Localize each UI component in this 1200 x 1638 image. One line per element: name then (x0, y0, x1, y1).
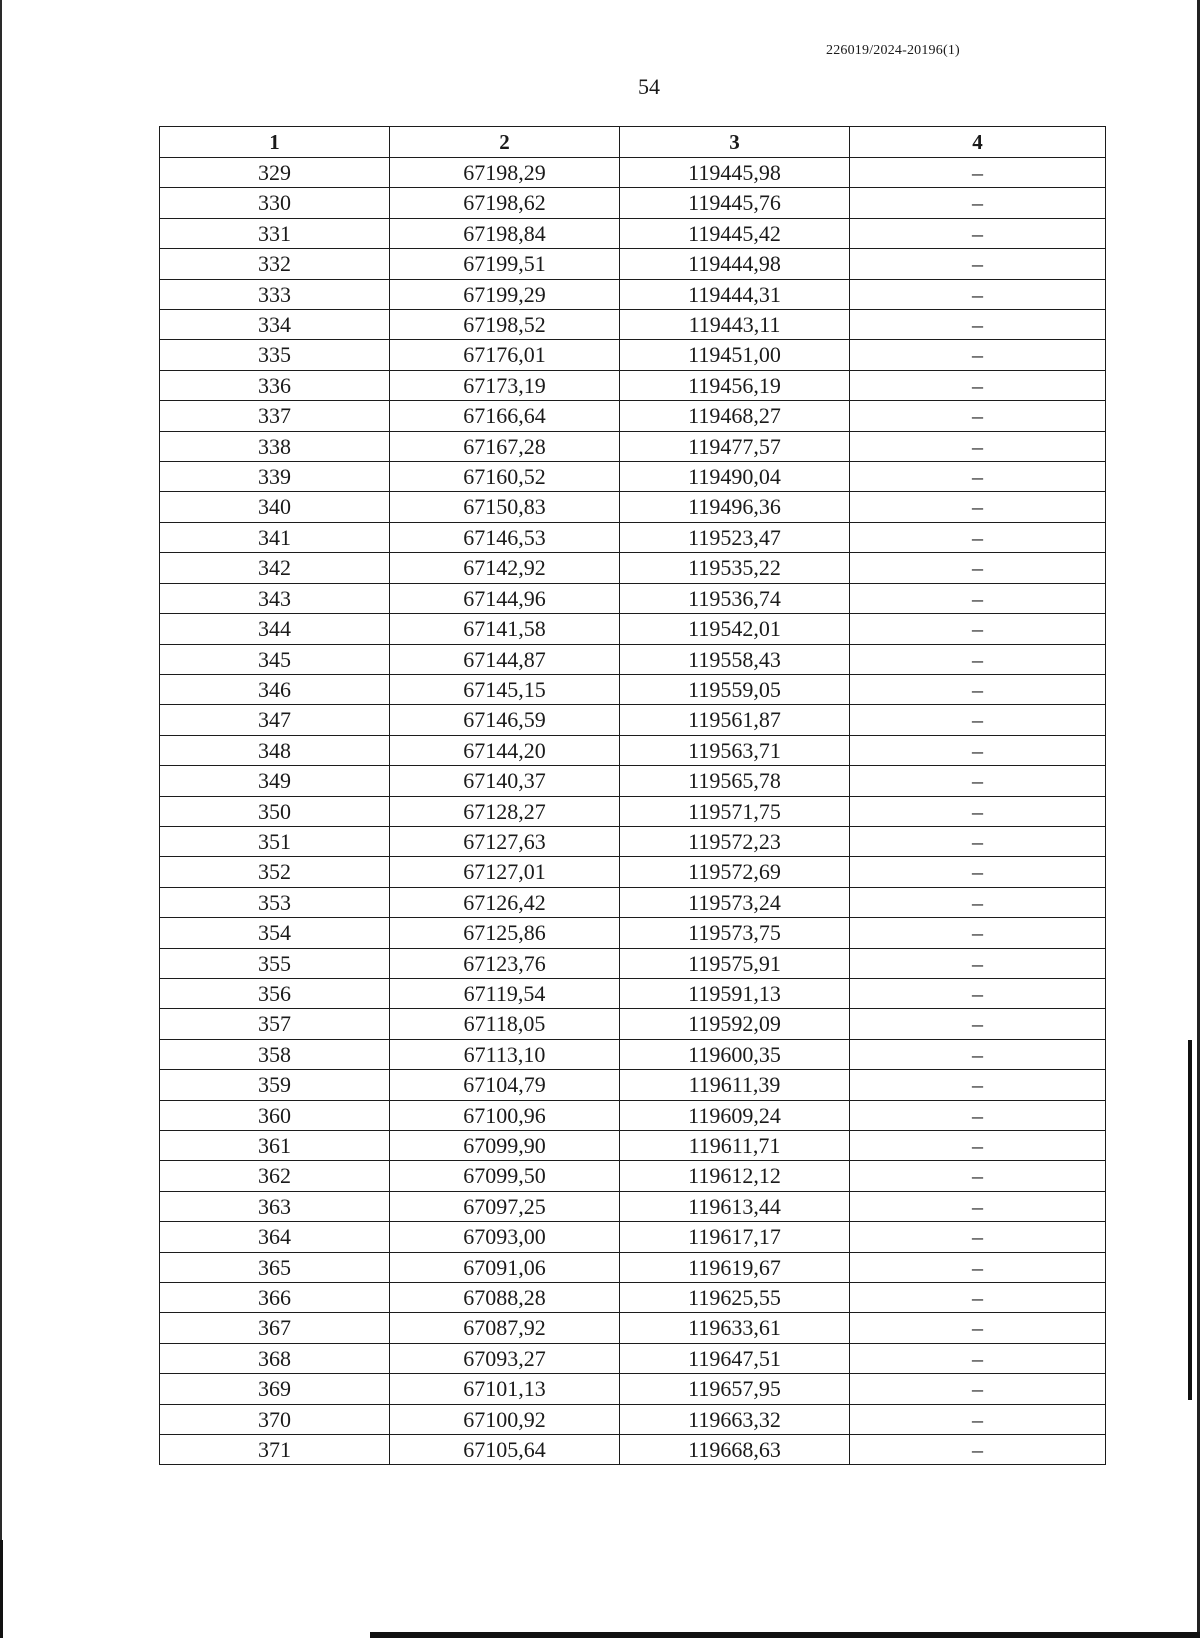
table-body (160, 158, 1106, 1465)
note-cell: – (850, 1313, 1106, 1343)
y-coordinate-cell: 119591,13 (620, 978, 850, 1008)
table-row (160, 340, 1106, 370)
table-row (160, 826, 1106, 856)
y-coordinate-cell: 119572,69 (620, 857, 850, 887)
note-cell: – (850, 188, 1106, 218)
y-coordinate-cell: 119443,11 (620, 310, 850, 340)
table-row (160, 1404, 1106, 1434)
table-row (160, 674, 1106, 704)
x-coordinate-cell: 67113,10 (390, 1039, 620, 1069)
column-header-4: 4 (850, 127, 1106, 158)
point-number-cell: 343 (160, 583, 390, 613)
y-coordinate-cell: 119451,00 (620, 340, 850, 370)
note-cell: – (850, 158, 1106, 188)
table-row (160, 1313, 1106, 1343)
y-coordinate-cell: 119571,75 (620, 796, 850, 826)
table-row (160, 1039, 1106, 1069)
point-number-cell: 362 (160, 1161, 390, 1191)
x-coordinate-cell: 67128,27 (390, 796, 620, 826)
point-number-cell: 365 (160, 1252, 390, 1282)
y-coordinate-cell: 119559,05 (620, 674, 850, 704)
table-row (160, 1374, 1106, 1404)
x-coordinate-cell: 67099,50 (390, 1161, 620, 1191)
point-number-cell: 346 (160, 674, 390, 704)
note-cell: – (850, 705, 1106, 735)
table-row (160, 492, 1106, 522)
point-number-cell: 367 (160, 1313, 390, 1343)
x-coordinate-cell: 67198,29 (390, 158, 620, 188)
point-number-cell: 353 (160, 887, 390, 917)
note-cell: – (850, 1039, 1106, 1069)
column-header-1: 1 (160, 127, 390, 158)
note-cell: – (850, 857, 1106, 887)
table-row (160, 158, 1106, 188)
y-coordinate-cell: 119617,17 (620, 1222, 850, 1252)
table-row (160, 705, 1106, 735)
x-coordinate-cell: 67144,20 (390, 735, 620, 765)
table-row (160, 401, 1106, 431)
y-coordinate-cell: 119558,43 (620, 644, 850, 674)
note-cell: – (850, 492, 1106, 522)
x-coordinate-cell: 67123,76 (390, 948, 620, 978)
table-row (160, 462, 1106, 492)
y-coordinate-cell: 119444,98 (620, 249, 850, 279)
point-number-cell: 342 (160, 553, 390, 583)
note-cell: – (850, 279, 1106, 309)
y-coordinate-cell: 119477,57 (620, 431, 850, 461)
y-coordinate-cell: 119609,24 (620, 1100, 850, 1130)
table-row (160, 614, 1106, 644)
point-number-cell: 339 (160, 462, 390, 492)
y-coordinate-cell: 119657,95 (620, 1374, 850, 1404)
x-coordinate-cell: 67104,79 (390, 1070, 620, 1100)
table-row (160, 857, 1106, 887)
x-coordinate-cell: 67140,37 (390, 766, 620, 796)
table-row (160, 370, 1106, 400)
y-coordinate-cell: 119445,98 (620, 158, 850, 188)
point-number-cell: 356 (160, 978, 390, 1008)
column-header-3: 3 (620, 127, 850, 158)
point-number-cell: 361 (160, 1131, 390, 1161)
table-row (160, 1222, 1106, 1252)
note-cell: – (850, 887, 1106, 917)
point-number-cell: 341 (160, 522, 390, 552)
point-number-cell: 369 (160, 1374, 390, 1404)
y-coordinate-cell: 119600,35 (620, 1039, 850, 1069)
note-cell: – (850, 766, 1106, 796)
x-coordinate-cell: 67100,96 (390, 1100, 620, 1130)
point-number-cell: 332 (160, 249, 390, 279)
note-cell: – (850, 644, 1106, 674)
y-coordinate-cell: 119613,44 (620, 1191, 850, 1221)
note-cell: – (850, 1131, 1106, 1161)
point-number-cell: 330 (160, 188, 390, 218)
x-coordinate-cell: 67142,92 (390, 553, 620, 583)
y-coordinate-cell: 119625,55 (620, 1283, 850, 1313)
table-row (160, 1131, 1106, 1161)
table-row (160, 218, 1106, 248)
table-row (160, 1252, 1106, 1282)
point-number-cell: 363 (160, 1191, 390, 1221)
x-coordinate-cell: 67118,05 (390, 1009, 620, 1039)
x-coordinate-cell: 67127,01 (390, 857, 620, 887)
y-coordinate-cell: 119592,09 (620, 1009, 850, 1039)
y-coordinate-cell: 119565,78 (620, 766, 850, 796)
point-number-cell: 340 (160, 492, 390, 522)
y-coordinate-cell: 119536,74 (620, 583, 850, 613)
table-row (160, 279, 1106, 309)
x-coordinate-cell: 67119,54 (390, 978, 620, 1008)
point-number-cell: 350 (160, 796, 390, 826)
x-coordinate-cell: 67146,53 (390, 522, 620, 552)
y-coordinate-cell: 119612,12 (620, 1161, 850, 1191)
x-coordinate-cell: 67101,13 (390, 1374, 620, 1404)
note-cell: – (850, 1343, 1106, 1373)
y-coordinate-cell: 119611,39 (620, 1070, 850, 1100)
point-number-cell: 331 (160, 218, 390, 248)
table-row (160, 735, 1106, 765)
point-number-cell: 371 (160, 1435, 390, 1465)
y-coordinate-cell: 119468,27 (620, 401, 850, 431)
scan-edge-bottom (370, 1632, 1200, 1638)
note-cell: – (850, 1100, 1106, 1130)
point-number-cell: 357 (160, 1009, 390, 1039)
x-coordinate-cell: 67099,90 (390, 1131, 620, 1161)
y-coordinate-cell: 119542,01 (620, 614, 850, 644)
note-cell: – (850, 614, 1106, 644)
y-coordinate-cell: 119561,87 (620, 705, 850, 735)
y-coordinate-cell: 119572,23 (620, 826, 850, 856)
table-row (160, 796, 1106, 826)
note-cell: – (850, 1161, 1106, 1191)
note-cell: – (850, 948, 1106, 978)
table-row (160, 522, 1106, 552)
x-coordinate-cell: 67144,96 (390, 583, 620, 613)
y-coordinate-cell: 119490,04 (620, 462, 850, 492)
note-cell: – (850, 401, 1106, 431)
table-row (160, 1191, 1106, 1221)
point-number-cell: 336 (160, 370, 390, 400)
point-number-cell: 329 (160, 158, 390, 188)
table-row (160, 310, 1106, 340)
y-coordinate-cell: 119573,75 (620, 918, 850, 948)
point-number-cell: 368 (160, 1343, 390, 1373)
y-coordinate-cell: 119647,51 (620, 1343, 850, 1373)
y-coordinate-cell: 119633,61 (620, 1313, 850, 1343)
point-number-cell: 364 (160, 1222, 390, 1252)
note-cell: – (850, 735, 1106, 765)
y-coordinate-cell: 119496,36 (620, 492, 850, 522)
note-cell: – (850, 978, 1106, 1008)
note-cell: – (850, 674, 1106, 704)
note-cell: – (850, 249, 1106, 279)
point-number-cell: 337 (160, 401, 390, 431)
x-coordinate-cell: 67141,58 (390, 614, 620, 644)
table-row (160, 1009, 1106, 1039)
point-number-cell: 359 (160, 1070, 390, 1100)
note-cell: – (850, 1283, 1106, 1313)
x-coordinate-cell: 67144,87 (390, 644, 620, 674)
table-row (160, 918, 1106, 948)
table-row (160, 249, 1106, 279)
point-number-cell: 333 (160, 279, 390, 309)
y-coordinate-cell: 119575,91 (620, 948, 850, 978)
x-coordinate-cell: 67199,29 (390, 279, 620, 309)
x-coordinate-cell: 67198,52 (390, 310, 620, 340)
point-number-cell: 360 (160, 1100, 390, 1130)
x-coordinate-cell: 67198,62 (390, 188, 620, 218)
note-cell: – (850, 796, 1106, 826)
point-number-cell: 338 (160, 431, 390, 461)
point-number-cell: 349 (160, 766, 390, 796)
table-row (160, 1161, 1106, 1191)
note-cell: – (850, 462, 1106, 492)
x-coordinate-cell: 67167,28 (390, 431, 620, 461)
table-row (160, 887, 1106, 917)
note-cell: – (850, 370, 1106, 400)
x-coordinate-cell: 67150,83 (390, 492, 620, 522)
table-row (160, 1283, 1106, 1313)
x-coordinate-cell: 67100,92 (390, 1404, 620, 1434)
y-coordinate-cell: 119663,32 (620, 1404, 850, 1434)
y-coordinate-cell: 119668,63 (620, 1435, 850, 1465)
table-row (160, 1343, 1106, 1373)
table-row (160, 1070, 1106, 1100)
point-number-cell: 370 (160, 1404, 390, 1434)
note-cell: – (850, 826, 1106, 856)
note-cell: – (850, 340, 1106, 370)
y-coordinate-cell: 119445,42 (620, 218, 850, 248)
x-coordinate-cell: 67093,27 (390, 1343, 620, 1373)
note-cell: – (850, 1191, 1106, 1221)
x-coordinate-cell: 67125,86 (390, 918, 620, 948)
x-coordinate-cell: 67105,64 (390, 1435, 620, 1465)
point-number-cell: 344 (160, 614, 390, 644)
scan-edge-left-mark (0, 1540, 3, 1638)
note-cell: – (850, 918, 1106, 948)
point-number-cell: 334 (160, 310, 390, 340)
x-coordinate-cell: 67166,64 (390, 401, 620, 431)
point-number-cell: 348 (160, 735, 390, 765)
y-coordinate-cell: 119619,67 (620, 1252, 850, 1282)
note-cell: – (850, 583, 1106, 613)
x-coordinate-cell: 67087,92 (390, 1313, 620, 1343)
point-number-cell: 355 (160, 948, 390, 978)
point-number-cell: 354 (160, 918, 390, 948)
table-row (160, 766, 1106, 796)
y-coordinate-cell: 119573,24 (620, 887, 850, 917)
x-coordinate-cell: 67145,15 (390, 674, 620, 704)
table-row (160, 188, 1106, 218)
x-coordinate-cell: 67173,19 (390, 370, 620, 400)
note-cell: – (850, 522, 1106, 552)
page-number: 54 (638, 74, 660, 99)
document-id: 226019/2024-20196(1) (826, 43, 960, 58)
table-header-row (160, 127, 1106, 158)
note-cell: – (850, 1009, 1106, 1039)
scan-edge-left (0, 0, 2, 1638)
column-header-2: 2 (390, 127, 620, 158)
y-coordinate-cell: 119445,76 (620, 188, 850, 218)
y-coordinate-cell: 119444,31 (620, 279, 850, 309)
note-cell: – (850, 1435, 1106, 1465)
point-number-cell: 358 (160, 1039, 390, 1069)
note-cell: – (850, 1252, 1106, 1282)
y-coordinate-cell: 119523,47 (620, 522, 850, 552)
coordinates-table (159, 126, 1106, 1465)
x-coordinate-cell: 67146,59 (390, 705, 620, 735)
point-number-cell: 347 (160, 705, 390, 735)
x-coordinate-cell: 67198,84 (390, 218, 620, 248)
point-number-cell: 352 (160, 857, 390, 887)
table-row (160, 1100, 1106, 1130)
y-coordinate-cell: 119563,71 (620, 735, 850, 765)
note-cell: – (850, 1070, 1106, 1100)
y-coordinate-cell: 119535,22 (620, 553, 850, 583)
scan-edge-right-mark (1188, 1040, 1192, 1400)
note-cell: – (850, 1222, 1106, 1252)
table-row (160, 978, 1106, 1008)
x-coordinate-cell: 67088,28 (390, 1283, 620, 1313)
note-cell: – (850, 553, 1106, 583)
point-number-cell: 366 (160, 1283, 390, 1313)
note-cell: – (850, 218, 1106, 248)
x-coordinate-cell: 67093,00 (390, 1222, 620, 1252)
table-row (160, 644, 1106, 674)
table-row (160, 948, 1106, 978)
table-row (160, 1435, 1106, 1465)
y-coordinate-cell: 119611,71 (620, 1131, 850, 1161)
x-coordinate-cell: 67199,51 (390, 249, 620, 279)
x-coordinate-cell: 67126,42 (390, 887, 620, 917)
x-coordinate-cell: 67127,63 (390, 826, 620, 856)
y-coordinate-cell: 119456,19 (620, 370, 850, 400)
x-coordinate-cell: 67176,01 (390, 340, 620, 370)
x-coordinate-cell: 67097,25 (390, 1191, 620, 1221)
note-cell: – (850, 1374, 1106, 1404)
table-row (160, 553, 1106, 583)
table-row (160, 431, 1106, 461)
x-coordinate-cell: 67091,06 (390, 1252, 620, 1282)
point-number-cell: 351 (160, 826, 390, 856)
table-row (160, 583, 1106, 613)
x-coordinate-cell: 67160,52 (390, 462, 620, 492)
point-number-cell: 345 (160, 644, 390, 674)
point-number-cell: 335 (160, 340, 390, 370)
note-cell: – (850, 1404, 1106, 1434)
note-cell: – (850, 431, 1106, 461)
note-cell: – (850, 310, 1106, 340)
